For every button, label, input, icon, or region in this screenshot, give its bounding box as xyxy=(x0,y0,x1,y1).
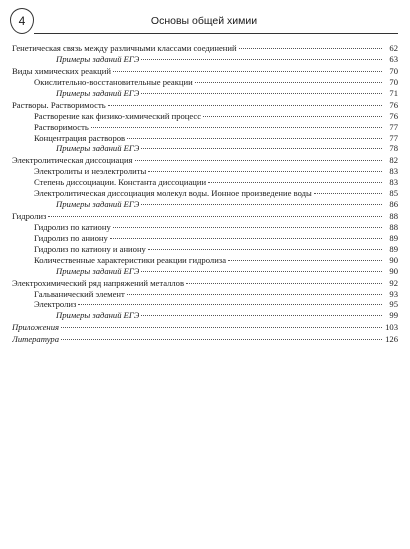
dot-leader xyxy=(228,260,382,261)
dot-leader xyxy=(135,160,383,161)
dot-leader xyxy=(61,327,382,328)
dot-leader xyxy=(148,249,382,250)
toc-entry[interactable] xyxy=(12,54,398,65)
toc-entry-page: 99 xyxy=(389,310,398,321)
toc-entry[interactable] xyxy=(12,66,398,77)
dot-leader xyxy=(141,315,382,316)
toc-entry-title: Гидролиз по катиону xyxy=(34,222,111,232)
toc-entry[interactable] xyxy=(12,155,398,166)
toc-entry-page: 90 xyxy=(389,265,398,276)
dot-leader xyxy=(141,204,382,205)
toc-entry[interactable] xyxy=(12,266,398,277)
toc-entry[interactable] xyxy=(12,222,398,233)
toc-entry[interactable] xyxy=(12,211,398,222)
toc-entry[interactable] xyxy=(12,166,398,177)
toc-entry-title: Гидролиз по аниону xyxy=(34,232,108,243)
toc-entry[interactable] xyxy=(12,88,398,99)
toc-entry[interactable] xyxy=(12,177,398,188)
dot-leader xyxy=(48,216,382,217)
toc-entry[interactable] xyxy=(12,100,398,111)
toc-entry-title: Примеры заданий ЕГЭ xyxy=(56,87,140,98)
toc-entry-title: Примеры заданий ЕГЭ xyxy=(56,199,140,210)
dot-leader xyxy=(195,82,382,83)
toc-entry-page: 103 xyxy=(385,322,398,333)
toc-entry[interactable] xyxy=(12,43,398,54)
toc-entry-title: Окислительно-восстановительные реакции xyxy=(34,76,193,87)
dot-leader xyxy=(186,283,382,284)
toc-entry-title: Приложения xyxy=(12,322,59,333)
toc-entry-page: 85 xyxy=(389,188,398,199)
toc-entry[interactable] xyxy=(12,188,398,199)
toc-entry[interactable] xyxy=(12,233,398,244)
running-title: Основы общей химии xyxy=(150,15,258,27)
toc-entry-title: Примеры заданий ЕГЭ xyxy=(56,265,140,276)
toc-entry-page: 86 xyxy=(389,199,398,210)
toc-entry[interactable] xyxy=(12,77,398,88)
toc-entry-page: 95 xyxy=(389,299,398,310)
dot-leader xyxy=(203,116,382,117)
dot-leader xyxy=(141,271,382,272)
dot-leader xyxy=(239,48,382,49)
toc-entry-page: 89 xyxy=(389,243,398,254)
toc-entry-title: Количественные характеристики реакции гидролиза xyxy=(34,254,227,265)
toc-entry-page: 92 xyxy=(389,277,398,288)
dot-leader xyxy=(78,304,382,305)
toc-entry-title: Степень диссоциации. Константа диссоциации xyxy=(34,177,207,188)
page-header xyxy=(10,6,398,36)
toc-entry-title: Примеры заданий ЕГЭ xyxy=(56,53,140,64)
toc-entry-page: 77 xyxy=(389,132,398,143)
toc-entry-page: 126 xyxy=(385,334,398,345)
toc-entry-title: Гальванический элемент xyxy=(34,288,125,299)
toc-entry-title: Электролитическая диссоциация молекул воды. Ионное произведение воды xyxy=(34,188,312,199)
toc-entry[interactable] xyxy=(12,244,398,255)
toc-entry[interactable] xyxy=(12,255,398,266)
toc-entry-page: 70 xyxy=(389,65,398,76)
toc-entry[interactable] xyxy=(12,111,398,122)
dot-leader xyxy=(110,238,382,239)
toc-entry-title: Примеры заданий ЕГЭ xyxy=(56,143,140,154)
toc-entry-title: Растворение как физико-химический процесс xyxy=(34,110,202,121)
toc-entry-title: Электролиты и неэлектролиты xyxy=(34,166,147,177)
dot-leader xyxy=(314,193,382,194)
dot-leader xyxy=(108,105,382,106)
dot-leader xyxy=(113,71,382,72)
toc-entry-page: 62 xyxy=(389,43,398,53)
dot-leader xyxy=(141,148,382,149)
dot-leader xyxy=(141,93,382,94)
toc-entry-title: Генетическая связь между различными классами соединений xyxy=(12,43,237,53)
toc-entry-title: Гидролиз xyxy=(12,211,47,222)
toc-entry-page: 71 xyxy=(389,87,398,98)
toc-entry[interactable] xyxy=(12,199,398,210)
toc-entry-title: Электрохимический ряд напряжений металлов xyxy=(12,277,185,288)
page-number-badge: 4 xyxy=(10,8,34,34)
toc-entry[interactable] xyxy=(12,334,398,345)
toc-entry-page: 63 xyxy=(389,53,398,64)
toc-entry[interactable] xyxy=(12,310,398,321)
dot-leader xyxy=(141,59,382,60)
toc-entry[interactable] xyxy=(12,143,398,154)
toc-entry-page: 83 xyxy=(389,166,398,177)
toc-entry-page: 88 xyxy=(389,211,398,222)
toc-entry[interactable] xyxy=(12,122,398,133)
toc-entry-title: Примеры заданий ЕГЭ xyxy=(56,310,140,321)
toc-entry[interactable] xyxy=(12,278,398,289)
table-of-contents xyxy=(12,43,398,345)
toc-entry[interactable] xyxy=(12,133,398,144)
dot-leader xyxy=(208,182,382,183)
toc-entry-title: Электролитическая диссоциация xyxy=(12,155,133,166)
dot-leader xyxy=(148,171,382,172)
toc-entry-page: 90 xyxy=(389,254,398,265)
toc-entry-title: Гидролиз по катиону и аниону xyxy=(34,243,146,254)
dot-leader xyxy=(127,294,382,295)
toc-entry-title: Литература xyxy=(12,334,60,345)
toc-entry-page: 78 xyxy=(389,143,398,154)
toc-entry-page: 76 xyxy=(389,110,398,121)
toc-entry[interactable] xyxy=(12,322,398,333)
toc-entry-page: 89 xyxy=(389,232,398,243)
toc-entry-title: Концентрация растворов xyxy=(34,132,126,143)
toc-entry-page: 76 xyxy=(389,99,398,110)
dot-leader xyxy=(91,127,382,128)
toc-entry-page: 77 xyxy=(389,121,398,132)
toc-entry[interactable] xyxy=(12,299,398,310)
header-rule xyxy=(34,33,398,34)
toc-entry-title: Электролиз xyxy=(34,299,77,310)
toc-entry-page: 93 xyxy=(389,288,398,299)
toc-entry-page: 88 xyxy=(389,222,398,232)
toc-entry-title: Виды химических реакций xyxy=(12,65,111,76)
toc-entry[interactable] xyxy=(12,289,398,300)
toc-entry-title: Растворы. Растворимость xyxy=(12,99,106,110)
toc-entry-page: 70 xyxy=(389,76,398,87)
toc-entry-title: Растворимость xyxy=(34,121,89,132)
dot-leader xyxy=(127,138,382,139)
dot-leader xyxy=(61,339,382,340)
toc-entry-page: 83 xyxy=(389,177,398,188)
toc-entry-page: 82 xyxy=(389,155,398,166)
dot-leader xyxy=(113,227,382,228)
